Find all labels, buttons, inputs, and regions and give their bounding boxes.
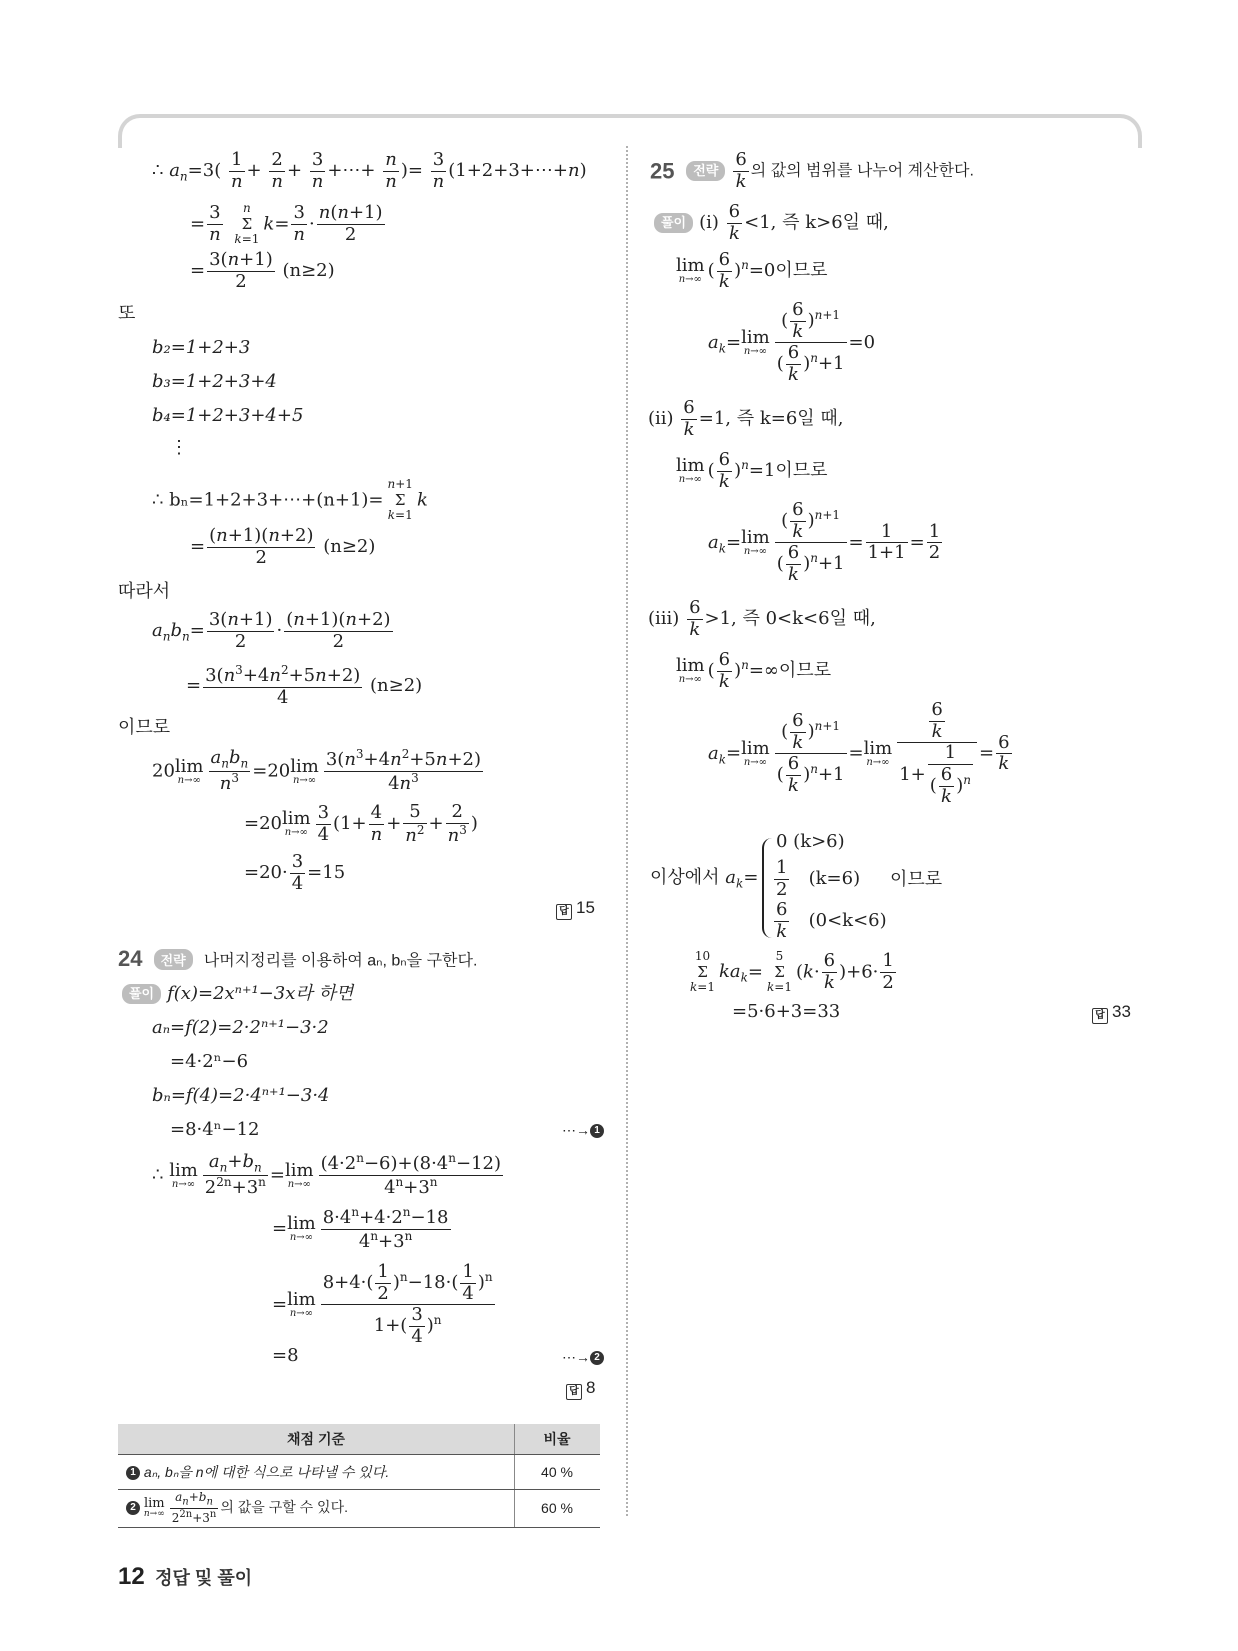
solution-line-2: aₙ=f(2)=2·2ⁿ⁺¹−3·2	[152, 1017, 329, 1038]
strategy-text: 의 값의 범위를 나누어 계산한다.	[750, 162, 974, 180]
final-sum-line-1: 10 Σ k=1 $ka_k=$ 5 Σ k=1 (k· $\frac{6}{k}$ )+6· $\frac{1}{2}$	[690, 949, 894, 995]
table-row: 1 aₙ, bₙ을 n에 대한 식으로 나타낼 수 있다. 40 %	[118, 1455, 600, 1490]
header-criteria: 채점 기준	[118, 1424, 515, 1455]
scoring-table	[118, 1424, 600, 1528]
b-n-expr: ∴ bₙ=1+2+3+⋯+(n+1)=	[152, 489, 384, 511]
answer-23: 답 15	[556, 898, 595, 920]
a-n-line-2: = $\frac{3}{n}$ n Σ k=1 k= $\frac{3}{n}$ · $\frac{n(n+1)}{2}$	[190, 201, 383, 247]
problem-number: 25	[650, 158, 675, 184]
step-marker-1: ⋯→ 1	[562, 1122, 604, 1139]
case-3-line: (ⅲ) $\frac{6}{k}$ >1, 즉 0<k<6일 때,	[648, 597, 876, 640]
solution-badge: 풀이	[654, 213, 693, 233]
imeuro-text: 이므로	[118, 717, 171, 738]
page-number: 12	[118, 1563, 145, 1590]
anbn-line-1: $a_nb_n=$ $\frac{3(n+1)}{2}$ · $\frac{(n+1)(n+2)}{2}$	[152, 609, 391, 652]
case-2-ak: $a_k=$ lim n→∞ ( $\frac{6}{k}$ )$^{n+1}$ ( $\frac{6}{k}$ )$^n$+1 = $\frac{1}{1+1}$ = $\frac{1}{2}$	[708, 499, 941, 586]
b-n-line-2: = $\frac{(n+1)(n+2)}{2}$ (n≥2)	[190, 525, 376, 568]
table-header-row	[118, 1424, 600, 1455]
case-1-limit: lim n→∞ ( $\frac{6}{k}$ )$^n$=0이므로	[676, 249, 828, 292]
limit-line-2: =20 lim n→∞ $\frac{3}{4}$ (1+ $\frac{4}{n}$ + $\frac{5}{n^2}$ + $\frac{2}{n^3}$ )	[244, 801, 478, 846]
case-row-1: 0 (k>6)	[776, 831, 845, 852]
summary-label: 이상에서 $a_k=$	[650, 867, 759, 891]
condition: (n≥2)	[282, 260, 335, 282]
strategy-badge: 전략	[154, 949, 193, 970]
case-row-2: $\frac{1}{2}$ (k=6)	[776, 857, 861, 900]
vdots: ⋮	[170, 437, 188, 458]
problem-24-header	[118, 946, 477, 972]
cases-brace	[762, 838, 772, 938]
solution-badge: 풀이	[122, 984, 161, 1004]
imeuro-text: 이므로	[890, 869, 943, 890]
column-divider	[626, 146, 628, 1516]
ratio-cell: 40 %	[515, 1455, 601, 1490]
limit-24-line-3: = lim n→∞ 8+4·( $\frac{1}{2}$ )$^n$−18·( $\frac{1}{4}$ )$^n$ 1+( $\frac{3}{4}$ )$^n$	[272, 1261, 493, 1348]
anbn-line-2: = $\frac{3(n^3+4n^2+5n+2)}{4}$ (n≥2)	[186, 663, 423, 708]
strategy-badge: 전략	[686, 161, 725, 181]
case-1-line: 풀이 (ⅰ) $\frac{6}{k}$ <1, 즉 k>6일 때,	[648, 202, 889, 244]
limit-24-result: =8	[272, 1345, 299, 1366]
step-marker-2: ⋯→ 2	[562, 1349, 604, 1366]
page-top-frame	[118, 114, 1142, 148]
case-2-limit: lim n→∞ ( $\frac{6}{k}$ )$^n$=1이므로	[676, 449, 828, 492]
tto-text: 또	[118, 303, 136, 324]
b-n-line-1: ∴ bₙ=1+2+3+⋯+(n+1)= n+1 Σ k=1 k	[152, 477, 428, 523]
ttaraseo-text: 따라서	[118, 581, 171, 602]
condition: (n≥2)	[323, 536, 376, 558]
solution-line-5: =8·4ⁿ−12	[170, 1119, 260, 1140]
answer-25: 답 33	[1092, 1002, 1131, 1024]
header-ratio: 비율	[515, 1424, 601, 1455]
condition: (n≥2)	[370, 675, 423, 697]
footer-title: 정답 및 풀이	[155, 1568, 253, 1588]
b3-line: b₃=1+2+3+4	[152, 371, 277, 392]
problem-number: 24	[118, 946, 143, 971]
answer-box-icon: 답	[556, 904, 572, 920]
answer-box-icon: 답	[566, 1384, 582, 1400]
criteria-text: aₙ, bₙ을 n에 대한 식으로 나타낼 수 있다.	[143, 1464, 390, 1480]
b2-line: b₂=1+2+3	[152, 337, 251, 358]
ratio-cell: 60 %	[515, 1490, 601, 1528]
limit-line-1: 20 lim n→∞ $\frac{a_nb_n}{n^3}$ =20 lim n→∞ $\frac{3(n^3+4n^2+5n+2)}{4n^3}$	[152, 747, 482, 795]
case-3-ak: $a_k=$ lim n→∞ ( $\frac{6}{k}$ )$^{n+1}$ ( $\frac{6}{k}$ )$^n$+1 = lim n→∞ $\frac{6}{k}$ 1+ 1 ( $\frac{6}{k}$ )$^n$ = $\frac{6}{k}$	[708, 699, 1010, 807]
solution-line-4: bₙ=f(4)=2·4ⁿ⁺¹−3·4	[152, 1085, 330, 1106]
case-row-3: $\frac{6}{k}$ (0<k<6)	[776, 899, 887, 942]
case-3-limit: lim n→∞ ( $\frac{6}{k}$ )$^n$=∞이므로	[676, 649, 832, 692]
strategy-text: 나머지정리를 이용하여 aₙ, bₙ을 구한다.	[203, 952, 478, 970]
problem-25-header: 25 전략 $\frac{6}{k}$ 의 값의 범위를 나누어 계산한다.	[650, 149, 974, 192]
solution-line-1: 풀이 f(x)=2xⁿ⁺¹−3x라 하면	[116, 982, 353, 1006]
case-2-line: (ⅱ) $\frac{6}{k}$ =1, 즉 k=6일 때,	[648, 397, 844, 440]
answer-box-icon: 답	[1092, 1008, 1108, 1024]
final-sum-line-2: =5·6+3=33	[732, 1001, 841, 1022]
case-1-ak: $a_k=$ lim n→∞ ( $\frac{6}{k}$ )$^{n+1}$ ( $\frac{6}{k}$ )$^n$+1 =0	[708, 299, 876, 386]
limit-24-line-1: ∴ lim n→∞ $\frac{a_n+b_n}{2^{2n}+3^n}$ = lim n→∞ $\frac{(4\cdot 2^n-6)+(8\cdot 4^n-12)}{4^n+3^n}$	[152, 1151, 502, 1199]
solution-line-3: =4·2ⁿ−6	[170, 1051, 249, 1072]
answer-24: 답 8	[566, 1378, 595, 1400]
table-row: 2 lim n→∞ $\frac{a_n+b_n}{2^{2n}+3^n}$ 의 값을 구할 수 있다. 60 %	[118, 1490, 600, 1528]
page-footer	[118, 1563, 252, 1591]
b4-line: b₄=1+2+3+4+5	[152, 405, 304, 426]
a-n-line-3: = $\frac{3(n+1)}{2}$ (n≥2)	[190, 249, 335, 292]
criteria-text: 의 값을 구할 수 있다.	[220, 1499, 348, 1516]
limit-24-line-2: = lim n→∞ $\frac{8\cdot 4^n+4\cdot 2^n-18}{4^n+3^n}$	[272, 1205, 449, 1252]
limit-line-3: =20· $\frac{3}{4}$ =15	[244, 851, 346, 894]
a-n-line-1: ∴ $a_n=3$( $\frac{1}{n}$ + $\frac{2}{n}$ + $\frac{3}{n}$ +⋯+ $\frac{n}{n}$ )= $\frac{3}{n}$ (1+2+3+⋯+n)	[152, 149, 587, 192]
